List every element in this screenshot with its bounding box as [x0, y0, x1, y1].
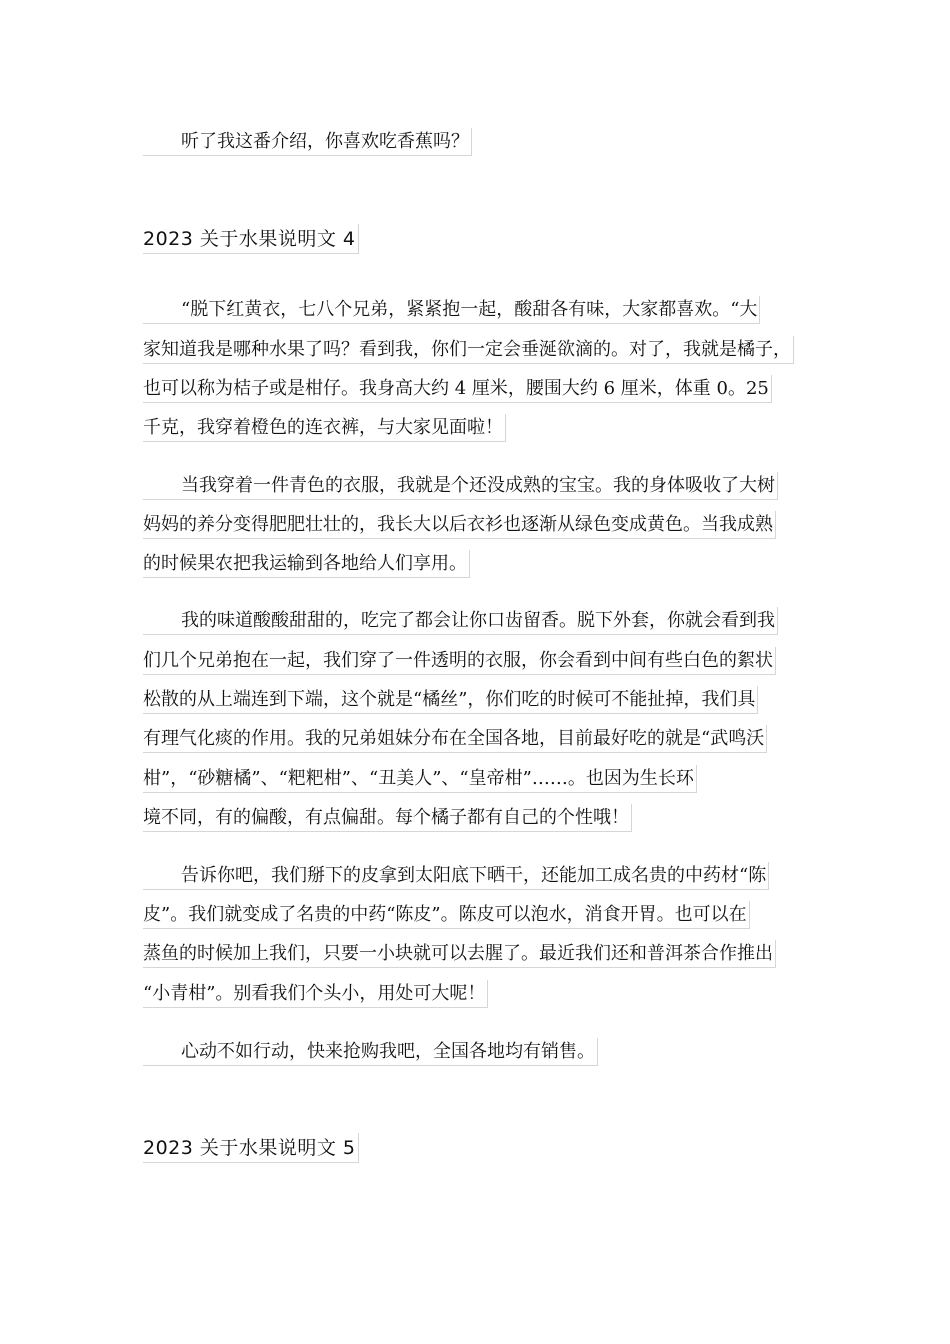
paragraph-line: 柑”，“砂糖橘”、“粑粑柑”、“丑美人”、“皇帝柑”……。也因为生长环	[143, 765, 697, 793]
paragraph-line: 有理气化痰的作用。我的兄弟姐妹分布在全国各地，目前最好吃的就是“武鸣沃	[143, 725, 767, 753]
paragraph-line: 当我穿着一件青色的衣服，我就是个还没成熟的宝宝。我的身体吸收了大树	[143, 472, 778, 500]
paragraph-line: 告诉你吧，我们掰下的皮拿到太阳底下晒干，还能加工成名贵的中药材“陈	[143, 862, 769, 890]
section-5-heading: 2023 关于水果说明文 5	[143, 1133, 359, 1163]
paragraph-line: 皮”。我们就变成了名贵的中药“陈皮”。陈皮可以泡水，消食开胃。也可以在	[143, 901, 750, 929]
paragraph-line: 的时候果农把我运输到各地给人们享用。	[143, 550, 470, 578]
section-4-heading: 2023 关于水果说明文 4	[143, 224, 359, 254]
paragraph-line: 境不同，有的偏酸，有点偏甜。每个橘子都有自己的个性哦！	[143, 804, 632, 832]
paragraph-line: “脱下红黄衣，七八个兄弟，紧紧抱一起，酸甜各有味，大家都喜欢。“大	[143, 296, 760, 324]
paragraph-line: 家知道我是哪种水果了吗？看到我，你们一定会垂涎欲滴的。对了，我就是橘子，	[143, 336, 794, 364]
paragraph-line: 松散的从上端连到下端，这个就是“橘丝”，你们吃的时候可不能扯掉，我们具	[143, 686, 758, 714]
paragraph-line: 我的味道酸酸甜甜的，吃完了都会让你口齿留香。脱下外套，你就会看到我	[143, 607, 778, 635]
paragraph-line: 千克，我穿着橙色的连衣裤，与大家见面啦！	[143, 414, 506, 442]
intro-closing-line: 听了我这番介绍，你喜欢吃香蕉吗？	[143, 128, 472, 156]
paragraph-line: 妈妈的养分变得肥肥壮壮的，我长大以后衣衫也逐渐从绿色变成黄色。当我成熟	[143, 511, 776, 539]
paragraph-line: 心动不如行动，快来抢购我吧，全国各地均有销售。	[143, 1038, 598, 1066]
paragraph-line: 蒸鱼的时候加上我们，只要一小块就可以去腥了。最近我们还和普洱茶合作推出	[143, 940, 776, 968]
paragraph-line: 们几个兄弟抱在一起，我们穿了一件透明的衣服，你会看到中间有些白色的絮状	[143, 647, 776, 675]
paragraph-line: “小青柑”。别看我们个头小，用处可大呢！	[143, 980, 488, 1008]
paragraph-line: 也可以称为桔子或是柑仔。我身高大约 4 厘米，腰围大约 6 厘米，体重 0。25	[143, 375, 772, 403]
